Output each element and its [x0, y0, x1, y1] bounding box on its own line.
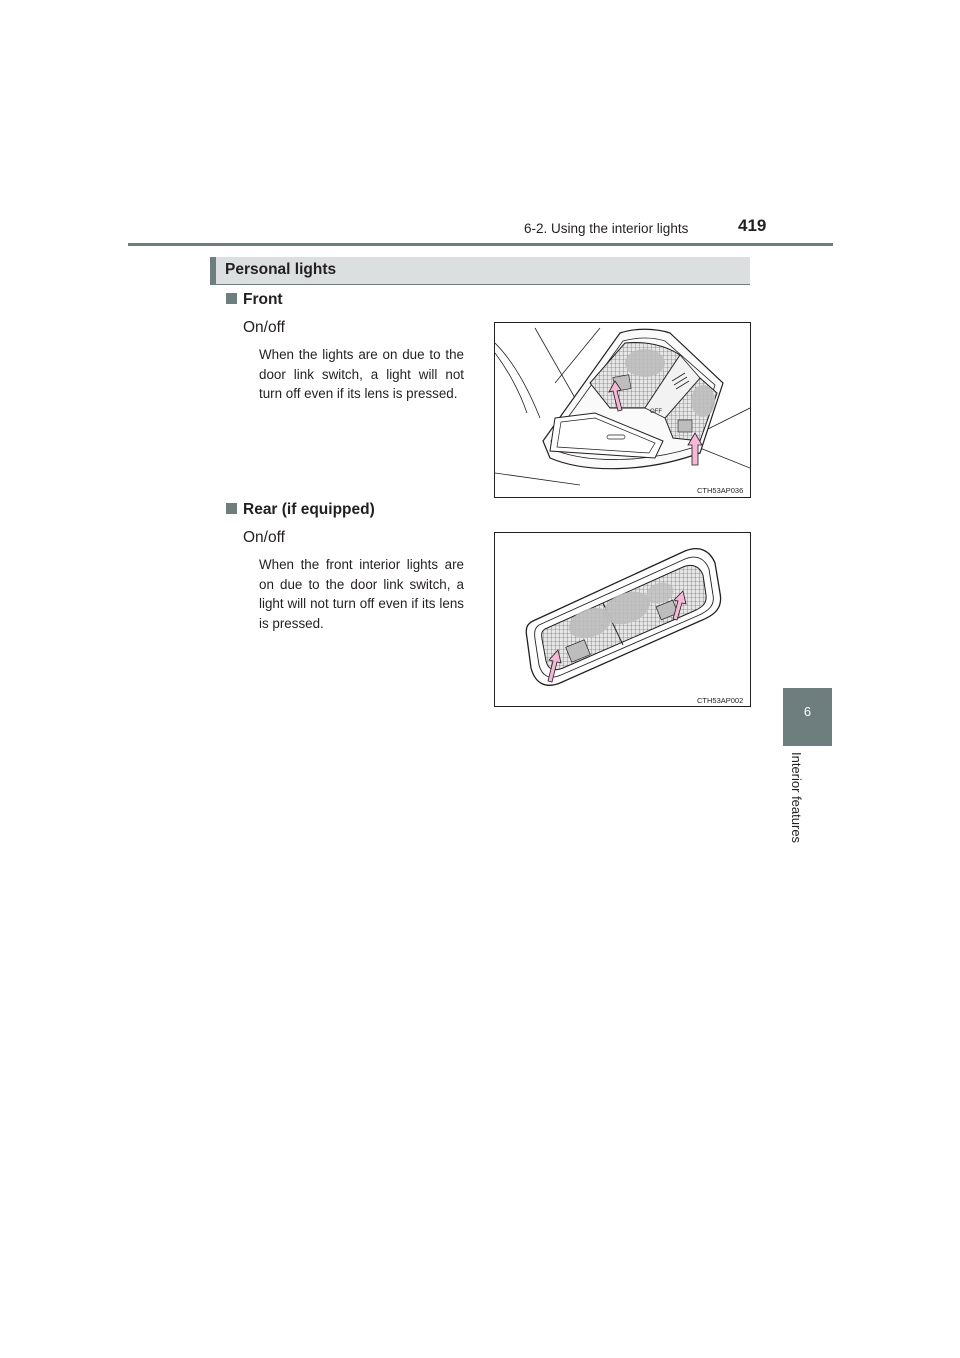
chapter-title-vertical: [781, 752, 812, 862]
square-bullet-icon: [226, 503, 237, 514]
section-title: Personal lights: [225, 261, 337, 278]
rear-operation: On/off: [243, 529, 285, 546]
rear-heading: [226, 501, 375, 519]
figure-code: CTH53AP036: [697, 486, 744, 495]
rear-light-figure: [494, 532, 751, 707]
front-light-figure: [494, 322, 751, 498]
front-note: When the lights are on due to the door link switch, a light will not turn off even if its lens is pressed.: [259, 347, 464, 402]
square-bullet-icon: [226, 293, 237, 304]
page-number: 419: [738, 216, 767, 235]
off-switch-label: OFF: [650, 409, 662, 415]
chapter-number: 6: [803, 704, 812, 719]
rear-dome-light-illustration: [495, 533, 750, 706]
chapter-section-title: 6-2. Using the interior lights: [524, 221, 689, 236]
rear-note: When the front interior lights are on due to the door link switch, a light will not turn off even if its lens is pressed.: [259, 557, 464, 631]
header-rule: [128, 243, 833, 246]
front-heading: [226, 291, 283, 309]
figure-code: CTH53AP002: [697, 696, 744, 705]
rear-heading-text: Rear (if equipped): [243, 501, 375, 518]
chapter-title: Interior features: [789, 752, 804, 844]
front-overhead-console-illustration: [495, 323, 750, 497]
front-heading-text: Front: [243, 291, 283, 308]
front-operation: On/off: [243, 319, 285, 336]
holder-latch: [607, 435, 625, 439]
section-accent: [210, 257, 216, 284]
section-heading-bar: [210, 257, 750, 285]
